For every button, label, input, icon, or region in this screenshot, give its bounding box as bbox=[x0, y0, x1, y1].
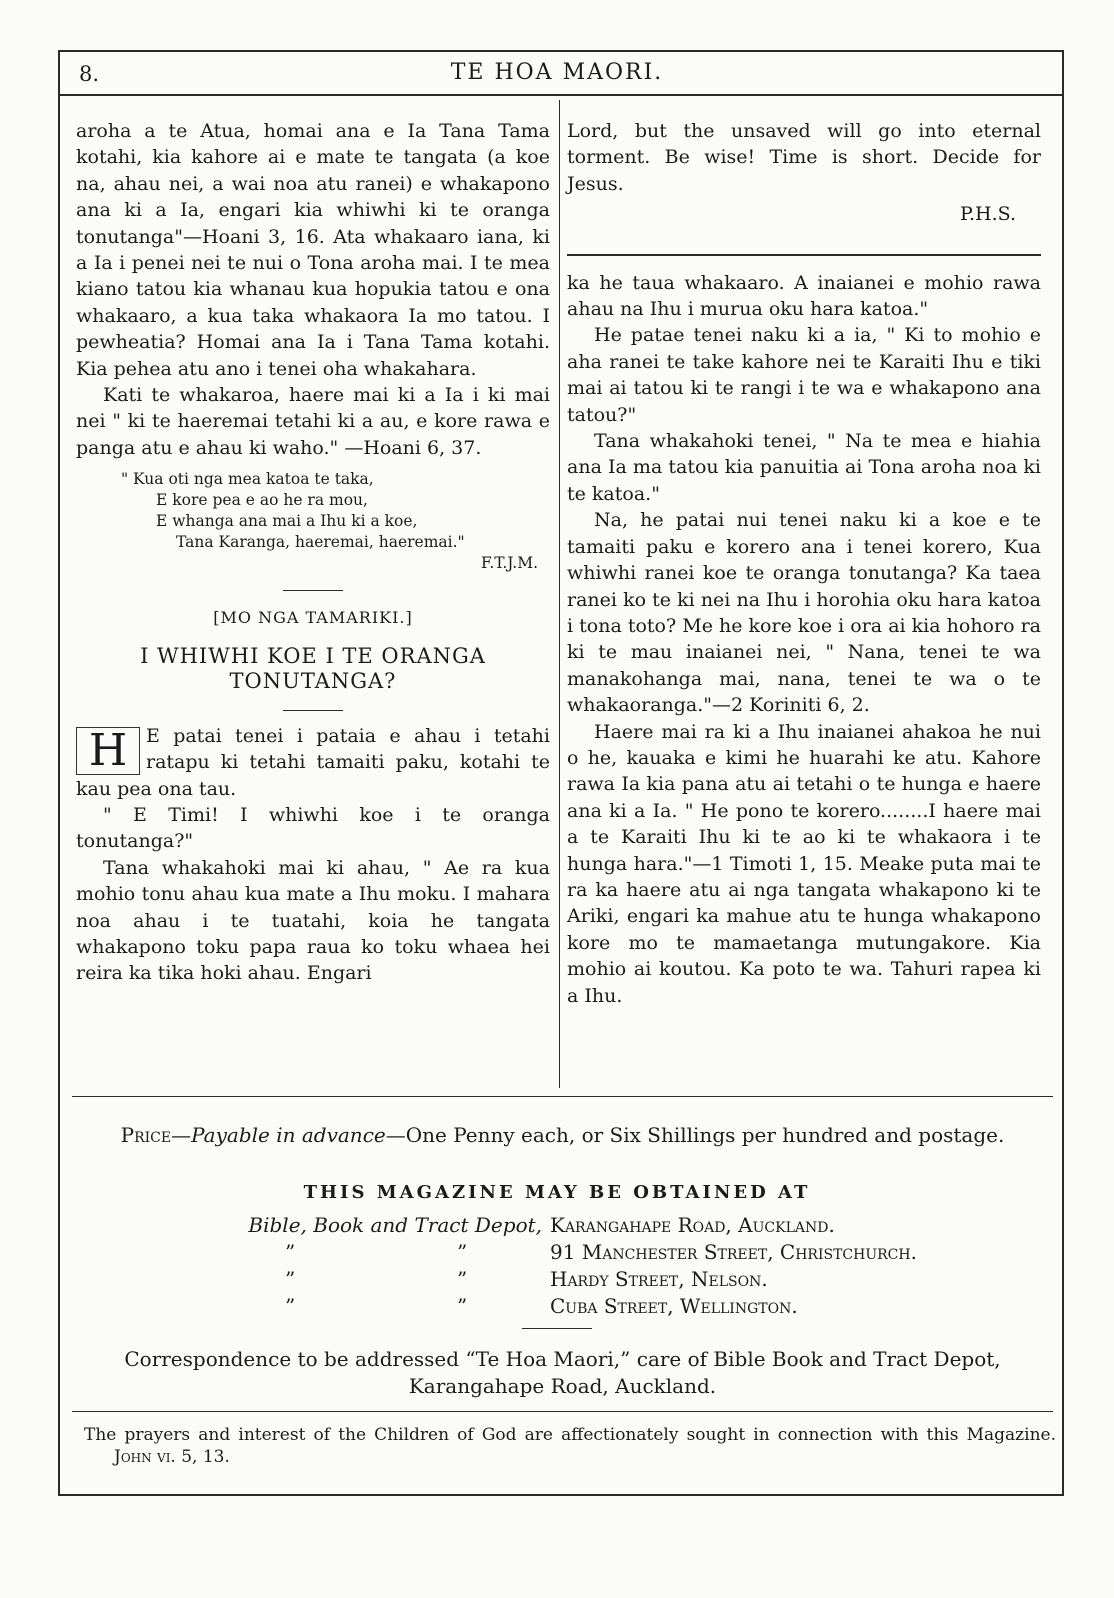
note-rule bbox=[72, 1411, 1053, 1412]
article-heading: I WHIWHI KOE I TE ORANGA TONUTANGA? bbox=[140, 643, 486, 693]
obtained-heading: THIS MAGAZINE MAY BE OBTAINED AT bbox=[303, 1182, 811, 1203]
depot-row bbox=[225, 1266, 917, 1293]
price-rest: One Penny each, or Six Shillings per hundred and postage. bbox=[405, 1123, 1005, 1147]
heading-divider bbox=[283, 710, 343, 711]
depot-address: Karangahape Road, Auckland. bbox=[550, 1213, 835, 1237]
right-section-divider bbox=[567, 254, 1041, 256]
poem-line-3: E whanga ana mai a Ihu ki a koe, bbox=[156, 512, 418, 531]
price-line bbox=[70, 1122, 1055, 1149]
right-paragraph-2: ka he taua whakaaro. A inaianei e mohio rawa ahau na Ihu i murua oku hara katoa." bbox=[567, 271, 1041, 321]
left-paragraph-2: Kati te whakaroa, haere mai ki a Ia i ki mai nei " ki te haeremai tetahi ki a au, e kore rawa e panga atu e ahau ki waho." —Hoani 6, 37. bbox=[76, 384, 550, 459]
section-label: [MO NGA TAMARIKI.] bbox=[213, 608, 413, 628]
depot-address: Cuba Street, Wellington. bbox=[550, 1294, 798, 1318]
depot-table bbox=[225, 1212, 917, 1320]
depot-row bbox=[225, 1293, 917, 1320]
price-label: Price bbox=[120, 1123, 172, 1147]
column-divider bbox=[559, 100, 560, 1088]
depot-row bbox=[225, 1212, 917, 1239]
poem-line-4: Tana Karanga, haeremai, haeremai." bbox=[176, 533, 465, 552]
footer-rule bbox=[72, 1096, 1053, 1097]
page-number: 8. bbox=[79, 62, 100, 86]
right-paragraph-3: He patae tenei naku ki a ia, " Ki to mohio e aha ranei te take kahore nei te Karaiti Ihu e tiki mai ai tatou ki te rangi i te wa e whakapono ana tatou?" bbox=[567, 324, 1041, 426]
poem-signature: F.T.J.M. bbox=[481, 554, 538, 573]
correspondence-divider bbox=[522, 1328, 592, 1329]
paragraph-3-text: E patai tenei i pataia e ahau i tetahi ratapu ki tetahi tamaiti paku, kotahi te kau pea ona tau. bbox=[76, 724, 550, 800]
left-paragraph-5: Tana whakahoki mai ki ahau, " Ae ra kua mohio tonu ahau kua mate a Ihu moku. I mahara noa ahau i te tuatahi, koia he tangata whakapono toku papa raua ko toku whaea hei reira ka tika hoki ahau. Engari bbox=[76, 856, 550, 985]
depot-row bbox=[225, 1239, 917, 1266]
prayer-reference: John vi. 5, 13. bbox=[114, 1447, 230, 1467]
right-paragraph-6: Haere mai ra ki a Ihu inaianei ahakoa he nui o he, kauaka e kimi he huarahi ke atu. Kahore rawa Ia kia pana atu ai tetahi o te hunga e haere ana ki a Ia. " He pono te korero........I haere mai a te Karaiti Ihu ki te ao ki te whakaora i te hunga hara."—1 Timoti 1, 15. Meake puta mai te ra ka haere atu ai nga tangata whakapono ki te Ariki, engari ka mahue atu te hunga whakapono kore mo te mamaetanga mutungakore. Kia mohio ai koutou. Ka poto te wa. Tahuri rapea ki a Ihu. bbox=[567, 720, 1041, 1007]
right-signature: P.H.S. bbox=[960, 203, 1016, 226]
poem-line-1: " Kua oti nga mea katoa te taka, bbox=[121, 470, 374, 489]
depot-address: Hardy Street, Nelson. bbox=[550, 1267, 768, 1291]
ditto-marks: ” ” bbox=[285, 1294, 468, 1318]
left-column bbox=[76, 118, 550, 987]
price-italic: —Payable in advance— bbox=[171, 1123, 406, 1147]
poem-line-2: E kore pea e ao he ra mou, bbox=[156, 491, 368, 510]
depot-address: 91 Manchester Street, Christchurch. bbox=[550, 1240, 917, 1264]
prayer-text: The prayers and interest of the Children of God are affectionately sought in connection with this Magazine. bbox=[84, 1425, 1056, 1445]
ditto-marks: ” ” bbox=[285, 1240, 468, 1264]
right-paragraph-4: Tana whakahoki tenei, " Na te mea e hiahia ana Ia ma tatou kia panuitia ai Tona aroha noa ki te katoa." bbox=[567, 430, 1041, 505]
left-paragraph-4: " E Timi! I whiwhi koe i te oranga tonutanga?" bbox=[76, 803, 550, 853]
left-paragraph-3 bbox=[76, 723, 550, 802]
poem-divider bbox=[283, 590, 343, 591]
poem bbox=[76, 469, 550, 574]
correspondence: Correspondence to be addressed “Te Hoa Maori,” care of Bible Book and Tract Depot, Karangahape Road, Auckland. bbox=[124, 1347, 1001, 1398]
bottom-rule bbox=[58, 1494, 1064, 1496]
top-rule bbox=[58, 50, 1063, 52]
page-title: TE HOA MAORI. bbox=[450, 60, 664, 85]
prayer-note bbox=[84, 1424, 1056, 1468]
header-rule bbox=[58, 94, 1063, 96]
right-frame-rule bbox=[1062, 50, 1064, 1495]
right-paragraph-1: Lord, but the unsaved will go into eternal torment. Be wise! Time is short. Decide for Jesus. bbox=[567, 120, 1041, 195]
drop-cap: H bbox=[76, 727, 140, 775]
left-frame-rule bbox=[58, 50, 60, 1495]
right-column bbox=[567, 118, 1041, 1009]
ditto-marks: ” ” bbox=[285, 1267, 468, 1291]
left-paragraph-1: aroha a te Atua, homai ana e Ia Tana Tama kotahi, kia kahore ai e mate te tangata (a koe na, ahau nei, a wai noa atu ranei) e whakapono ana ki a Ia, engari kia whiwhi ki te oranga tonutanga"—Hoani 3, 16. Ata whakaaro iana, ki a Ia i penei nei te nui o Tona aroha mai. I te mea kiano tatou kia whanau kua hopukia tatou e ona whakaaro, a kua taka whakaora Ia mo tatou. I pewheatia? Homai ana Ia i Tana Tama kotahi. Kia pehea atu ano i tenei oha whakahara. bbox=[76, 120, 550, 380]
depot-label: Bible, Book and Tract Depot, bbox=[248, 1213, 542, 1237]
right-paragraph-5: Na, he patai nui tenei naku ki a koe e te tamaiti paku e korero ana i tenei korero, Kua whiwhi ranei koe te oranga tonutanga? Ka taea ranei ko te ki nei na Ihu i horohia oku hara katoa i tona toto? Me he kore koe i ora ai kia hohoro ra ki te mau inaianei nei, " Nana, tenei te wa manakohanga mai, nana, tenei te wa o te whakaoranga."—2 Koriniti 6, 2. bbox=[567, 509, 1041, 717]
